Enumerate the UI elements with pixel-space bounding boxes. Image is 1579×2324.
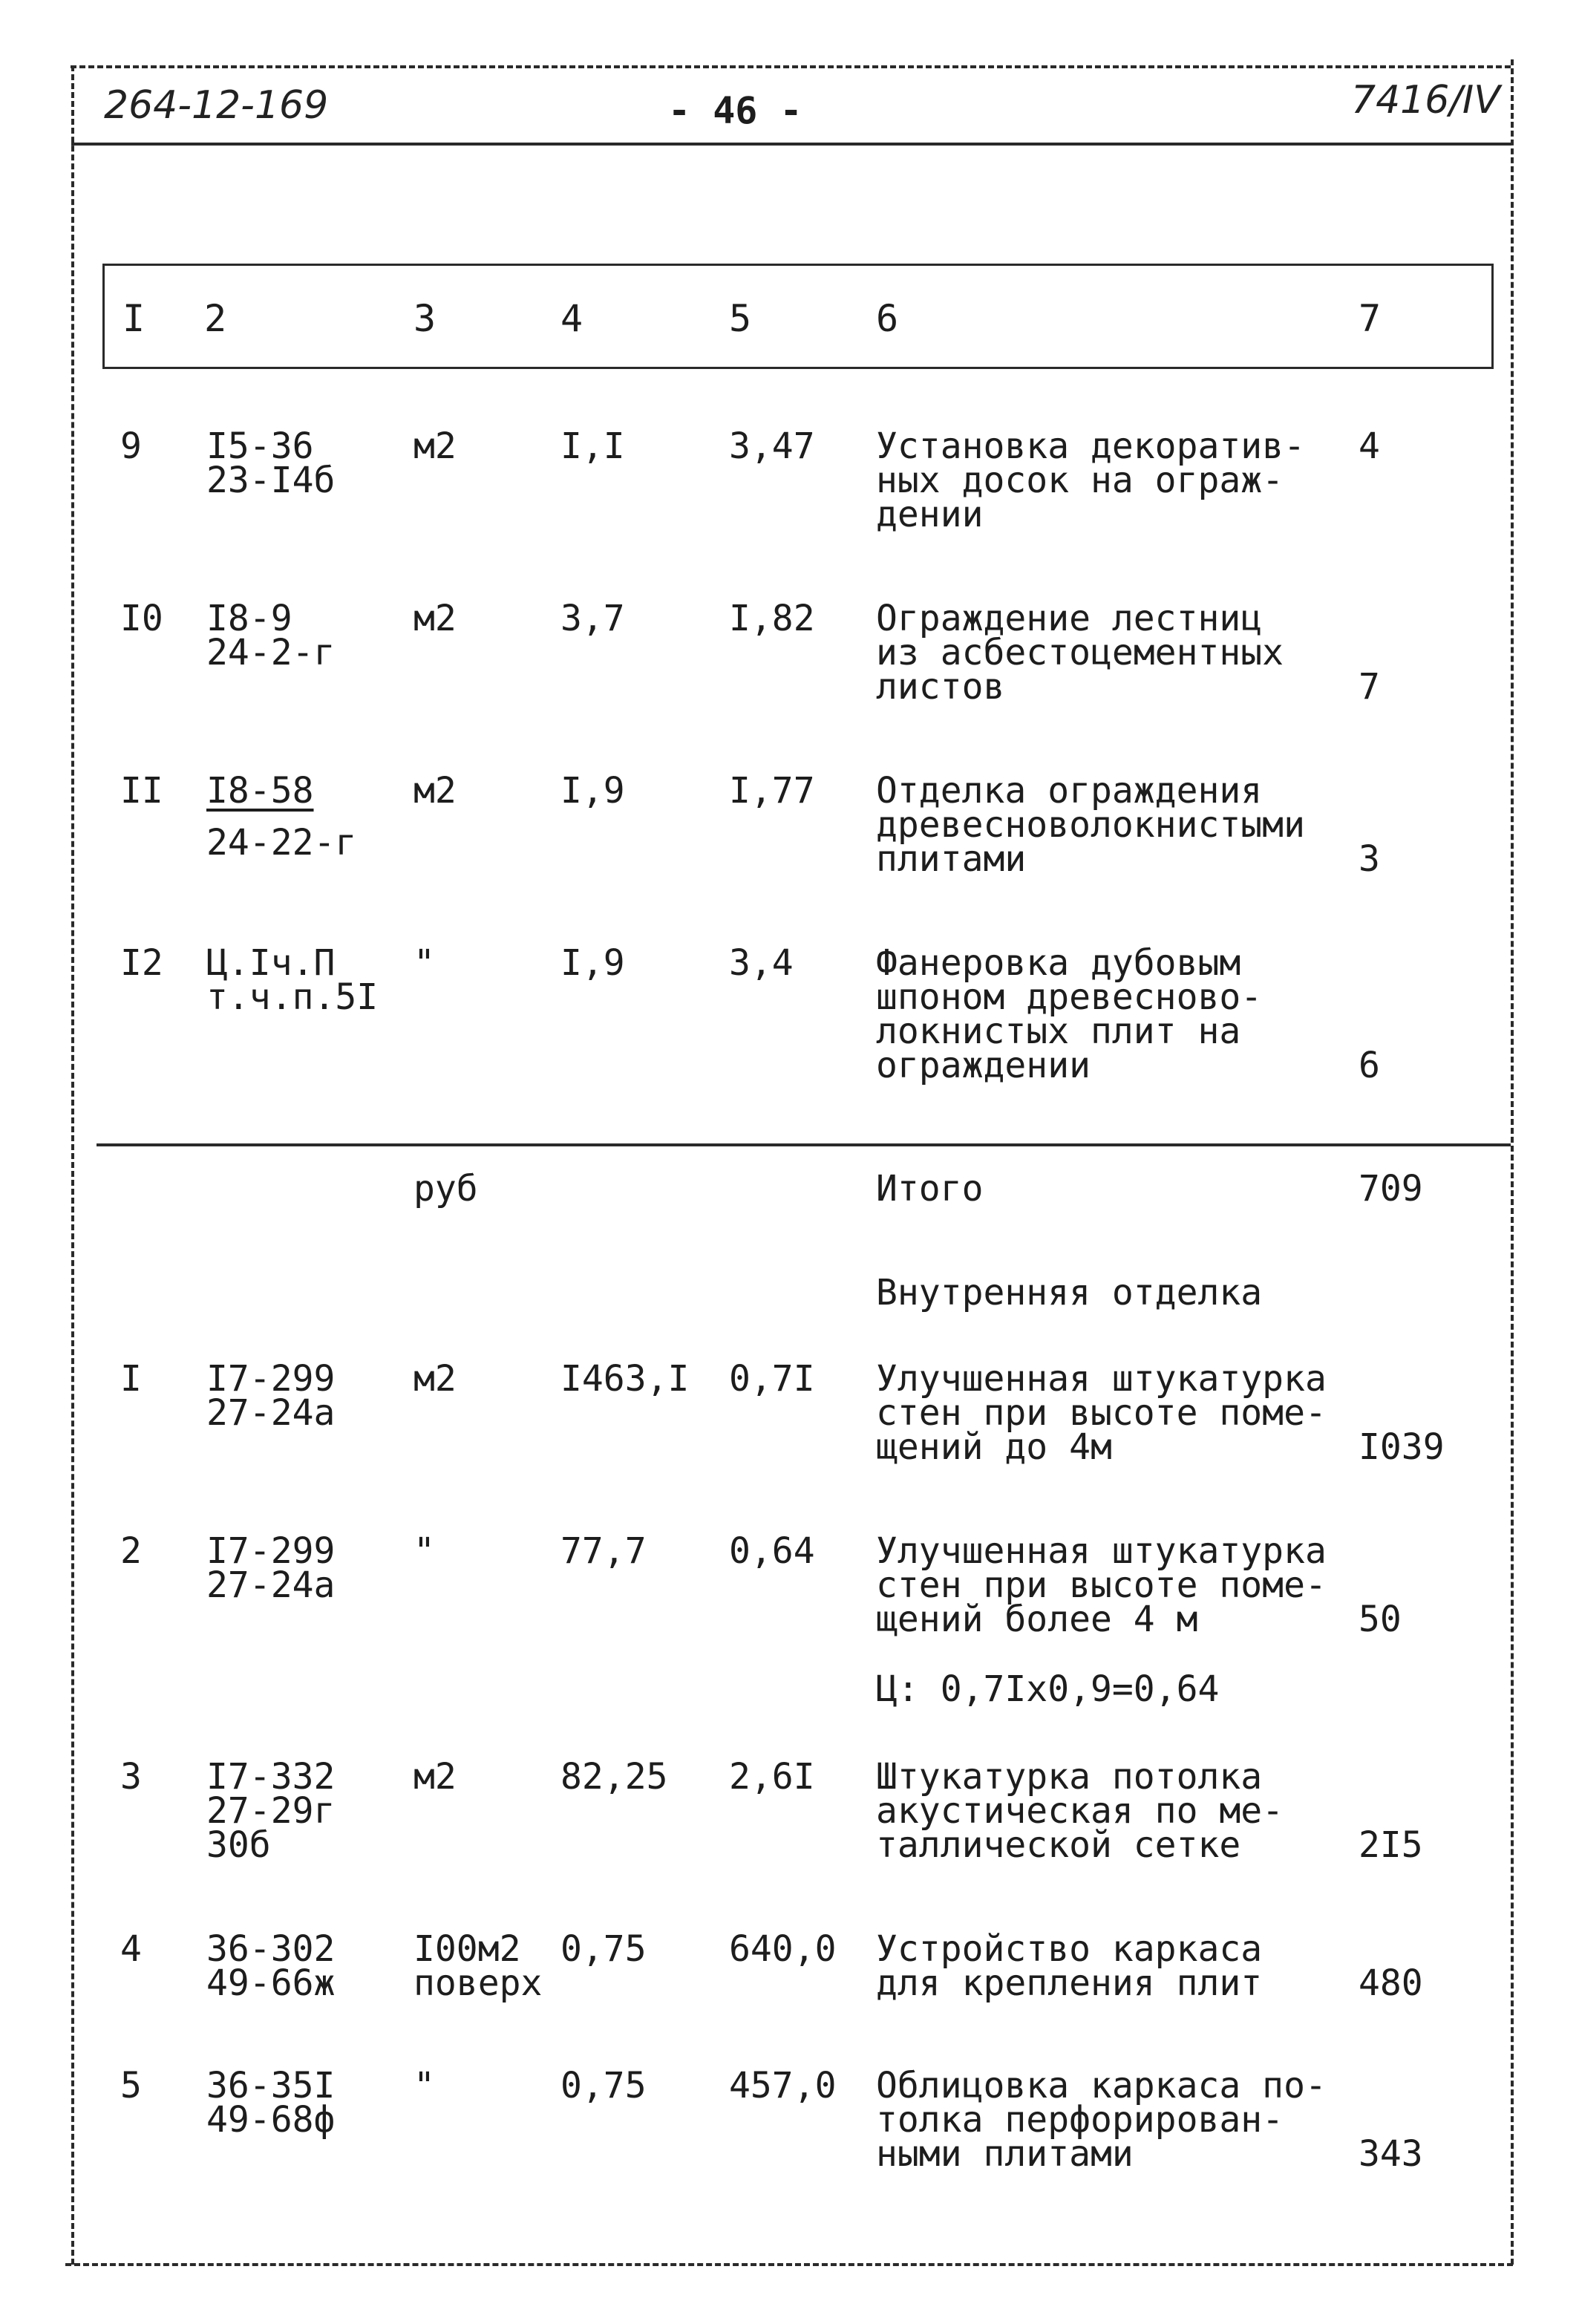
unit: I00м2 поверх — [413, 1928, 543, 2004]
total: 50 — [1359, 1599, 1402, 1640]
rate-code: Ц.Iч.П т.ч.п.5I — [206, 942, 379, 1018]
unit-price: I,77 — [729, 770, 815, 812]
row-number: 5 — [120, 2065, 142, 2106]
rate-code: I5-36 23-I4б — [206, 425, 336, 501]
unit: м2 — [413, 425, 457, 467]
column-header-6: 6 — [876, 297, 899, 340]
total: 2I5 — [1359, 1824, 1423, 1866]
quantity: I463,I — [560, 1358, 690, 1400]
total: 343 — [1359, 2133, 1423, 2175]
column-header-5: 5 — [729, 297, 752, 340]
row-number: 4 — [120, 1928, 142, 1970]
quantity: 0,75 — [560, 2065, 647, 2106]
row-number: 9 — [120, 425, 142, 467]
unit: м2 — [413, 598, 457, 639]
description: Улучшенная штукатурка стен при высоте поме- щений более 4 м — [876, 1530, 1327, 1640]
frame-bottom-border — [65, 2263, 1513, 2266]
row-number: II — [120, 770, 163, 812]
column-header-1: I — [122, 297, 146, 340]
quantity: I,I — [560, 425, 625, 467]
total: 7 — [1359, 666, 1380, 708]
unit-price: I,82 — [729, 598, 815, 639]
unit-price: 2,6I — [729, 1756, 815, 1798]
document-code: 264-12-169 — [104, 83, 329, 128]
price-calculation-note: Ц: 0,7Iх0,9=0,64 — [876, 1668, 1220, 1710]
row-number: I — [120, 1358, 142, 1400]
unit-price: 0,64 — [729, 1530, 815, 1572]
row-number: 2 — [120, 1530, 142, 1572]
rate-code: I7-299 27-24а — [206, 1358, 336, 1434]
rate-code-secondary: 24-22-г — [206, 822, 357, 864]
quantity: 77,7 — [560, 1530, 647, 1572]
description: Ограждение лестниц из асбестоцементных листов — [876, 598, 1284, 708]
unit-price: 3,4 — [729, 942, 794, 984]
summary-label: Итого — [876, 1168, 984, 1210]
column-header-2: 2 — [204, 297, 227, 340]
total: 4 — [1359, 425, 1380, 467]
row-number: I0 — [120, 598, 163, 639]
unit: м2 — [413, 1358, 457, 1400]
total: 3 — [1359, 838, 1380, 880]
quantity: 0,75 — [560, 1928, 647, 1970]
quantity: I,9 — [560, 942, 625, 984]
total: I039 — [1359, 1426, 1445, 1468]
unit: " — [413, 2065, 435, 2106]
rate-code: I8-58 — [206, 770, 314, 812]
column-header-3: 3 — [413, 297, 437, 340]
description: Устройство каркаса для крепления плит — [876, 1928, 1263, 2004]
unit-price: 0,7I — [729, 1358, 815, 1400]
rate-code: I8-9 24-2-г — [206, 598, 336, 673]
unit: м2 — [413, 1756, 457, 1798]
rate-code: I7-299 27-24а — [206, 1530, 336, 1606]
description: Улучшенная штукатурка стен при высоте поме- щений до 4м — [876, 1358, 1327, 1468]
unit: м2 — [413, 770, 457, 812]
unit-price: 457,0 — [729, 2065, 837, 2106]
frame-left-border — [71, 65, 74, 2265]
total: 6 — [1359, 1045, 1380, 1086]
column-header-7: 7 — [1359, 297, 1382, 340]
quantity: 3,7 — [560, 598, 625, 639]
rate-code: I7-332 27-29г 30б — [206, 1756, 336, 1866]
description: Отделка ограждения древесноволокнистыми плитами — [876, 770, 1305, 880]
summary-total: 709 — [1359, 1168, 1423, 1210]
unit: " — [413, 1530, 435, 1572]
total: 480 — [1359, 1962, 1423, 2004]
description: Установка декоратив- ных досок на ограж- дении — [876, 425, 1305, 535]
row-number: I2 — [120, 942, 163, 984]
rate-code: 36-35I 49-68ф — [206, 2065, 336, 2141]
description: Облицовка каркаса по- толка перфорирован- ными плитами — [876, 2065, 1327, 2175]
row-number: 3 — [120, 1756, 142, 1798]
sheet-reference: 7416/IV — [1351, 78, 1500, 123]
column-header-box — [102, 264, 1494, 369]
unit-price: 640,0 — [729, 1928, 837, 1970]
header-rule — [71, 143, 1511, 146]
section-divider — [97, 1143, 1511, 1146]
description: Фанеровка дубовым шпоном древесново- локнистых плит на ограждении — [876, 942, 1263, 1086]
description: Штукатурка потолка акустическая по ме- таллической сетке — [876, 1756, 1284, 1866]
column-header-4: 4 — [560, 297, 583, 340]
quantity: 82,25 — [560, 1756, 668, 1798]
unit: " — [413, 942, 435, 984]
page-number: - 46 - — [668, 89, 802, 132]
rate-code: 36-302 49-66ж — [206, 1928, 336, 2004]
summary-unit: руб — [413, 1168, 478, 1210]
section-title: Внутренняя отделка — [876, 1272, 1263, 1313]
frame-top-border — [71, 65, 1511, 68]
quantity: I,9 — [560, 770, 625, 812]
unit-price: 3,47 — [729, 425, 815, 467]
frame-right-border — [1511, 59, 1514, 2265]
